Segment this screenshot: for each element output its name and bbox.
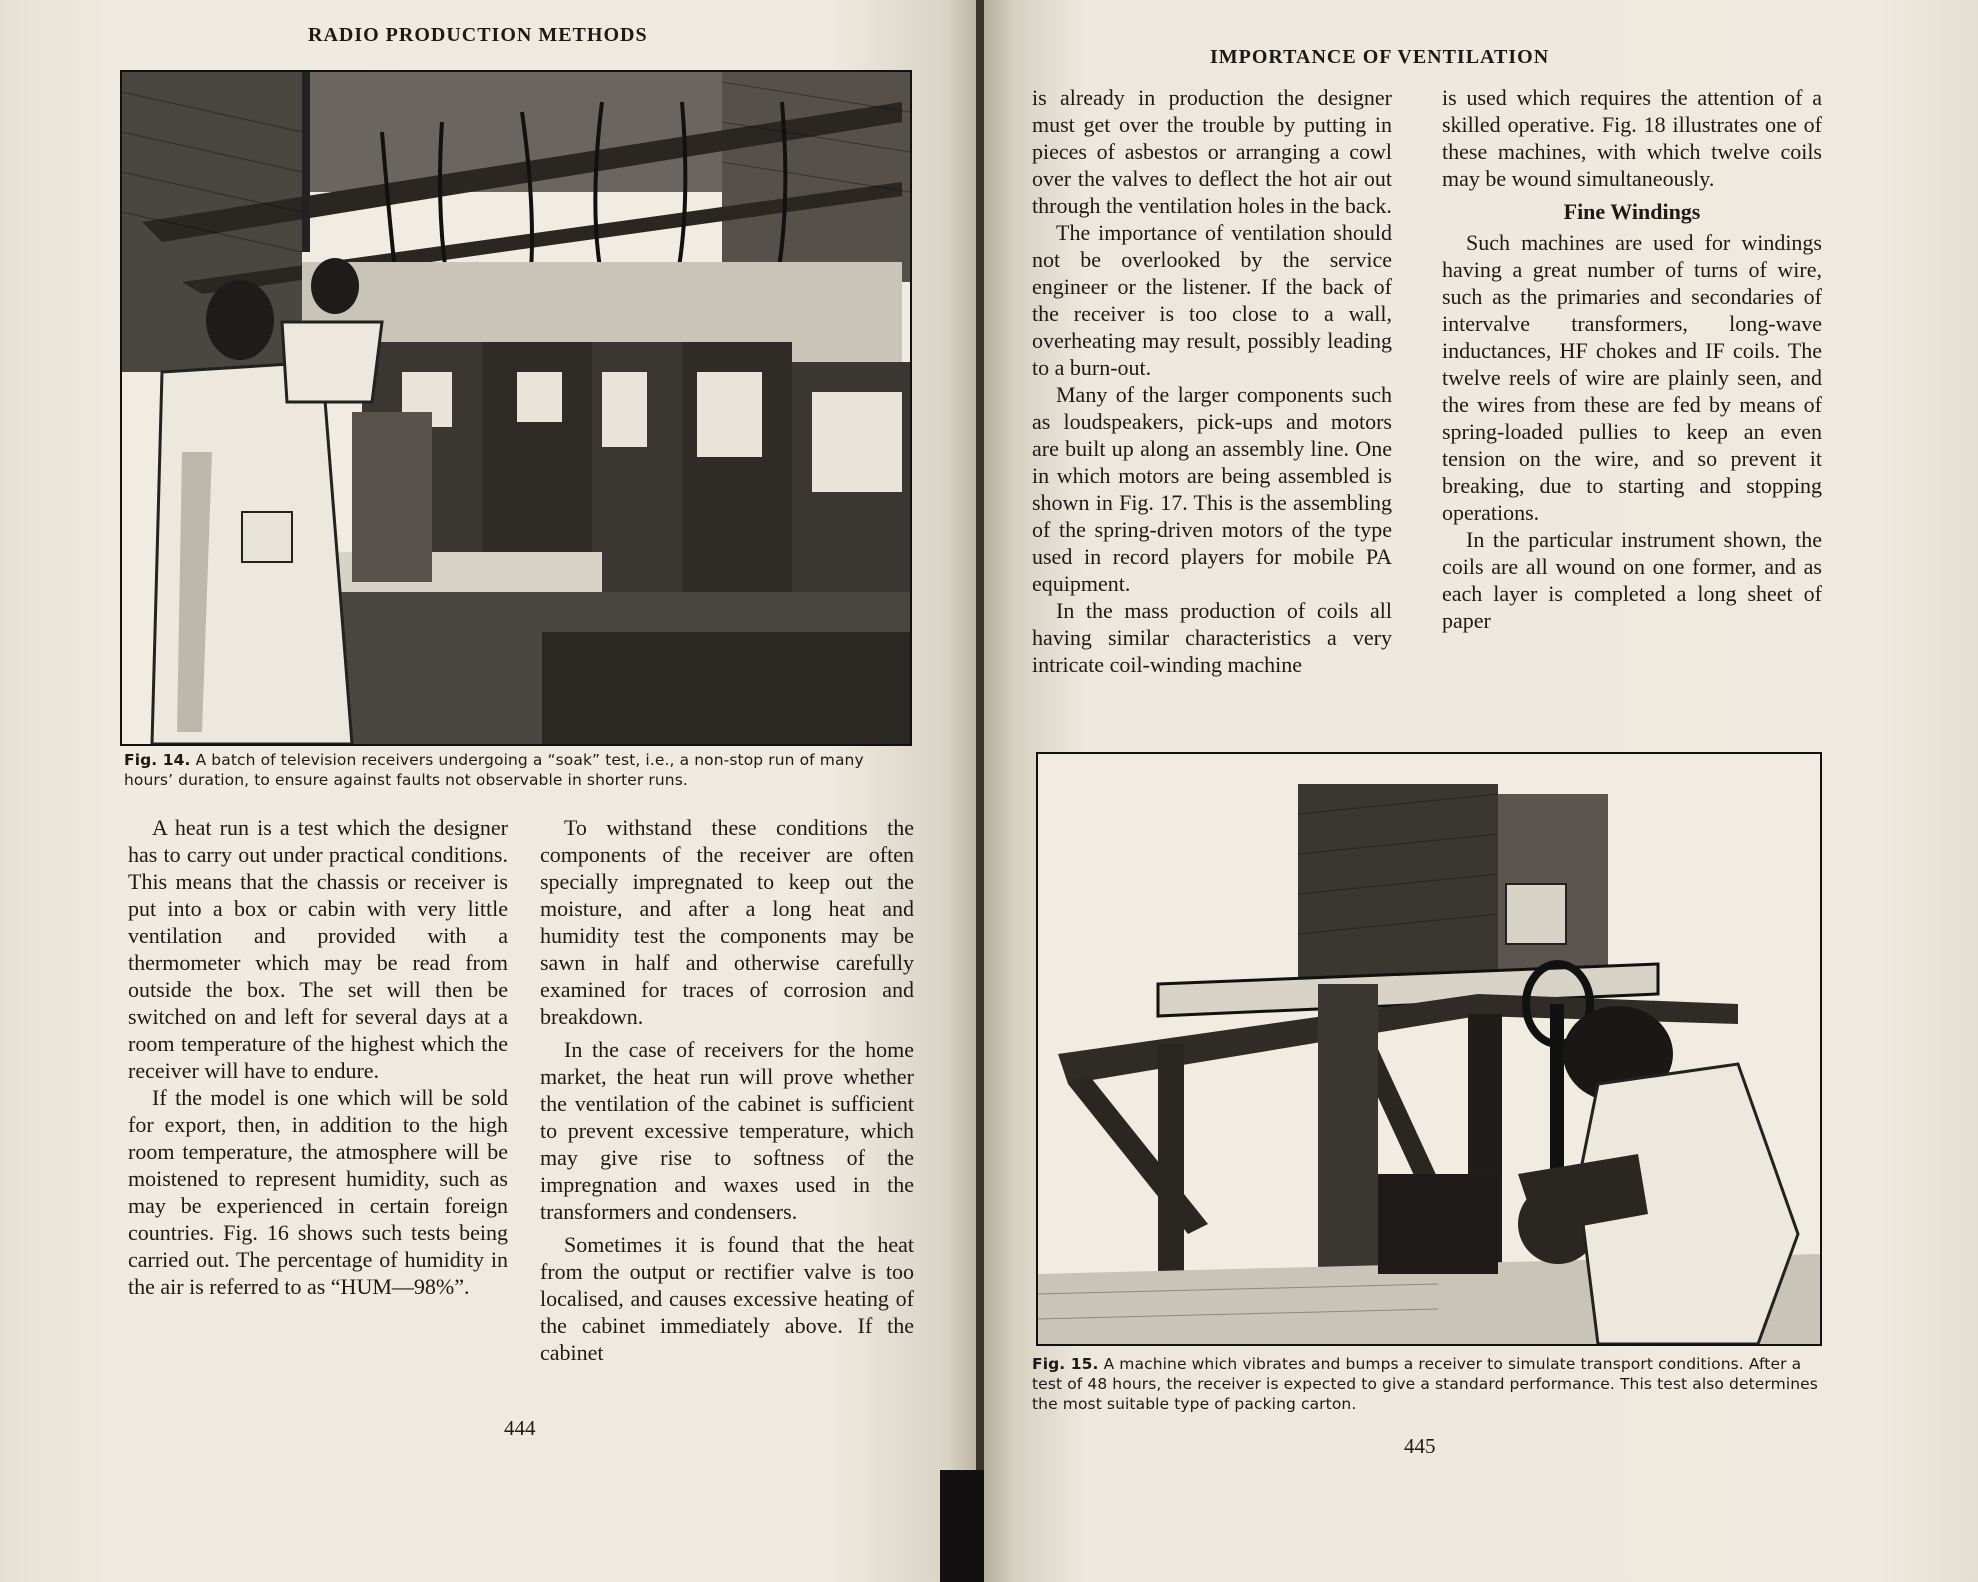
paragraph: Many of the larger components such as loudspeakers, pick-ups and motors are built up along an assembly line. One in which motors are being assembled is shown in Fig. 17. This is the assembling of the spring-driven motors of the type used in record players for mobile PA equipment. [1032,382,1392,596]
figure-14-caption-text: A batch of television receivers undergoing a “soak” test, i.e., a non-stop run of many hours’ duration, to ensure against faults not observable in shorter runs. [124,751,864,789]
page-number-right: 445 [1404,1434,1436,1458]
left-column-2 [540,814,914,1366]
tv-soak-test-engraving [122,72,910,744]
paragraph: A heat run is a test which the designer has to carry out under practical conditions. This means that the chassis or receiver is put into a box or cabin with very little ventilation and provided with a thermometer which may be read from outside the box. The set will then be switched on and left for several days at a room temperature of the highest which the receiver will have to endure. [128,815,508,1083]
running-head-right: IMPORTANCE OF VENTILATION [1210,46,1550,68]
figure-14-caption [124,750,912,790]
page-number-left: 444 [504,1416,536,1440]
left-column-1 [128,814,508,1300]
paragraph: In the case of receivers for the home market, the heat run will prove whether the ventilation of the cabinet is sufficient to prevent excessive temperature, which may give rise to softness of the impregnation and waxes used in the transformers and condensers. [540,1037,914,1224]
paragraph: To withstand these conditions the components of the receiver are often specially impregnated to keep out the moisture, and after a long heat and humidity test the components may be sawn in half and otherwise carefully examined for traces of corrosion and breakdown. [540,815,914,1029]
figure-14-label: Fig. 14. [124,751,191,769]
figure-15-illustration [1036,752,1822,1346]
paragraph: is used which requires the attention of a skilled operative. Fig. 18 illustrates one of these machines, with which twelve coils may be wound simultaneously. [1442,85,1822,191]
figure-15-caption-text: A machine which vibrates and bumps a receiver to simulate transport conditions. After a test of 48 hours, the receiver is expected to give a standard performance. This test also determines the most suitable type of packing carton. [1032,1355,1818,1413]
figure-15-caption [1032,1354,1824,1414]
right-column-1 [1032,84,1392,678]
paragraph: If the model is one which will be sold for export, then, in addition to the high room temperature, the atmosphere will be moistened to represent humidity, such as may be experienced in certain foreign countries. Fig. 16 shows such tests being carried out. The percentage of humidity in the air is referred to as “HUM—98%”. [128,1085,508,1299]
right-column-2 [1442,84,1822,634]
paragraph: In the particular instrument shown, the coils are all wound on one former, and as each layer is completed a long sheet of paper [1442,527,1822,633]
paragraph: is already in production the designer must get over the trouble by putting in pieces of asbestos or arranging a cowl over the valves to deflect the hot air out through the ventilation holes in the back. [1032,85,1392,218]
paragraph: The importance of ventilation should not be overlooked by the service engineer or the listener. If the back of the receiver is too close to a wall, overheating may result, possibly leading to a burn-out. [1032,220,1392,380]
paragraph: In the mass production of coils all having similar characteristics a very intricate coil-winding machine [1032,598,1392,677]
figure-14-illustration [120,70,912,746]
running-head-left: RADIO PRODUCTION METHODS [308,24,648,46]
paragraph: Such machines are used for windings having a great number of turns of wire, such as the primaries and secondaries of intervalve transformers, long-wave inductances, HF chokes and IF coils. The twelve reels of wire are plainly seen, and the wires from these are fed by means of spring-loaded pullies to keep an even tension on the wire, and so prevent it breaking, due to starting and stopping operations. [1442,230,1822,525]
vibration-machine-engraving [1038,754,1820,1344]
figure-15-label: Fig. 15. [1032,1355,1099,1373]
left-page [0,0,978,1582]
subheading-fine-windings: Fine Windings [1563,199,1701,224]
right-page [984,0,1978,1582]
paragraph: Sometimes it is found that the heat from the output or rectifier valve is too localised, and causes excessive heating of the cabinet immediately above. If the cabinet [540,1232,914,1365]
